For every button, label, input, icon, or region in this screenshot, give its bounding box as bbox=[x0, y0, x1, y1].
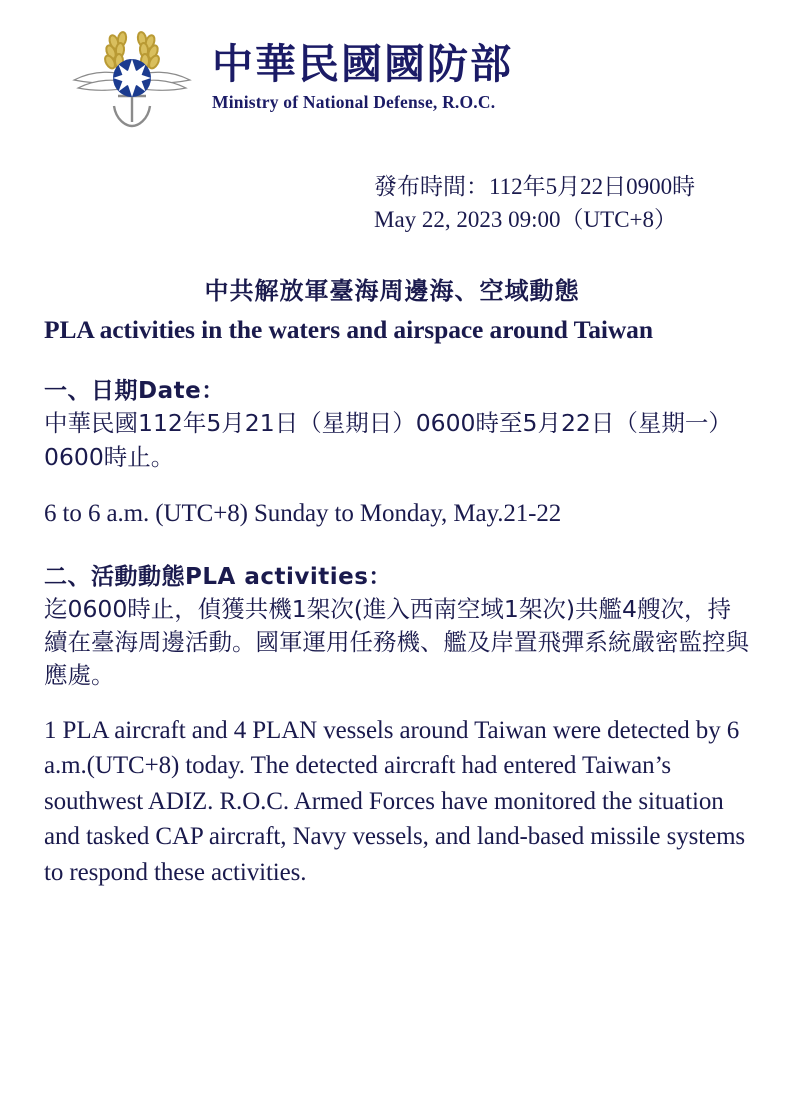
release-time-en: May 22, 2023 09:00（UTC+8） bbox=[374, 207, 678, 233]
section-date-body-cn: 中華民國112年5月21日（星期日）0600時至5月22日（星期一）0600時止。 bbox=[44, 409, 732, 471]
release-time-cn: 發布時間：112年5月22日0900時 bbox=[374, 174, 696, 199]
page-title-cn: 中共解放軍臺海周邊海、空域動態 bbox=[204, 276, 580, 305]
page-title-en: PLA activities in the waters and airspace around Taiwan bbox=[44, 314, 653, 344]
section-date-heading: 一、日期Date： bbox=[44, 378, 225, 405]
ministry-name-cn: 中華民國國防部 bbox=[212, 39, 513, 88]
ministry-name-en: Ministry of National Defense, R.O.C. bbox=[212, 92, 496, 113]
section-date bbox=[44, 372, 750, 531]
section-activities bbox=[44, 558, 750, 891]
ministry-name-block bbox=[212, 41, 513, 119]
section-date-body-en: 6 to 6 a.m. (UTC+8) Sunday to Monday, May.21-22 bbox=[44, 500, 562, 528]
release-time-block bbox=[44, 170, 750, 237]
roc-national-defense-emblem-icon bbox=[66, 26, 198, 134]
section-activities-heading: 二、活動動態PLA activities： bbox=[44, 563, 392, 590]
section-activities-body-en: 1 PLA aircraft and 4 PLAN vessels around Taiwan were detected by 6 a.m.(UTC+8) today. The detected aircraft had entered Taiwan’s southwest ADIZ. R.O.C. Armed Forces have monitored the situation and tasked CAP aircraft, Navy vessels, and land-based missile systems to respond these activities. bbox=[44, 716, 746, 886]
section-activities-body-cn: 迄0600時止，偵獲共機1架次(進入西南空域1架次)共艦4艘次，持續在臺海周邊活動。國軍運用任務機、艦及岸置飛彈系統嚴密監控與應處。 bbox=[44, 594, 749, 690]
document-header bbox=[44, 0, 750, 134]
